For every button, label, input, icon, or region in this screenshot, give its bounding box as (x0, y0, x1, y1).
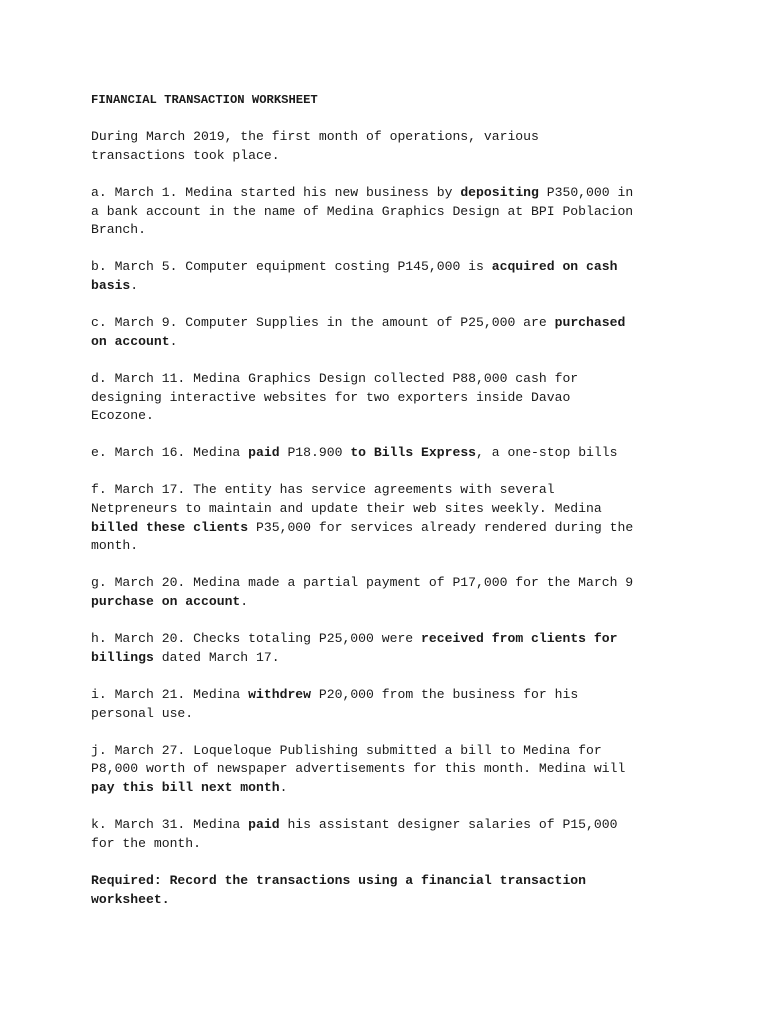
transaction-f (91, 481, 691, 555)
transaction-c-text-1: c. March 9. Computer Supplies in the amount of P25,000 are (91, 315, 555, 331)
document-page (91, 91, 691, 909)
transaction-k (91, 816, 691, 853)
transaction-d-text-1: d. March 11. Medina Graphics Design collected P88,000 cash for designing interactive websites for two exporters inside Davao Ecozone. (91, 370, 579, 424)
transaction-e-bold-1: paid (248, 445, 280, 461)
transaction-j-text-1: j. March 27. Loqueloque Publishing submitted a bill to Medina for P8,000 worth of newspaper advertisements for this month. Medina will (91, 742, 626, 777)
transaction-b-bold-1: acquired on cash basis (91, 259, 618, 293)
transaction-e-text-3: , a one-stop bills (476, 445, 618, 461)
transaction-a-text-1: a. March 1. Medina started his new business by (91, 184, 461, 200)
transaction-f-text-1: f. March 17. The entity has service agreements with several Netpreneurs to maintain and update their web sites weekly. Medina (91, 482, 602, 517)
transaction-h-bold-1: received from clients for billings (91, 631, 618, 665)
transaction-b (91, 258, 691, 295)
transaction-a-text-2: P350,000 in a bank account in the name of Medina Graphics Design at BPI Poblacion Branch. (91, 184, 634, 238)
transaction-g (91, 574, 691, 611)
intro-paragraph: During March 2019, the first month of operations, various transactions took place. (91, 129, 539, 163)
transaction-e-text-2: P18.900 (279, 445, 351, 461)
transaction-c (91, 314, 691, 351)
transaction-e-text-1: e. March 16. Medina (91, 445, 249, 461)
transaction-h-text-2: dated March 17. (153, 649, 280, 665)
transaction-k-bold-1: paid (248, 817, 280, 833)
transaction-i-text-1: i. March 21. Medina (91, 687, 249, 702)
transaction-h (91, 630, 691, 667)
required-instruction: Required: Record the transactions using a financial transaction worksheet. (91, 872, 587, 907)
transaction-i-bold-1: withdrew (248, 687, 312, 702)
transaction-f-text-2: P35,000 for services already rendered during the month. (91, 519, 634, 554)
transaction-a-bold-1: depositing (460, 184, 539, 200)
transaction-i (91, 686, 691, 723)
transaction-f-bold-1: billed these clients (91, 519, 249, 535)
transaction-e (91, 444, 691, 463)
transaction-h-text-1: h. March 20. Checks totaling P25,000 were (91, 631, 422, 647)
transaction-g-text-2: . (240, 594, 249, 610)
transaction-g-text-1: g. March 20. Medina made a partial payment of P17,000 for the March 9 (91, 575, 634, 591)
transaction-g-bold-1: purchase on account (91, 594, 241, 610)
transaction-b-text-1: b. March 5. Computer equipment costing P145,000 is (91, 259, 492, 275)
transaction-j (91, 742, 691, 798)
transaction-i-text-2: P20,000 from the business for his personal use. (91, 687, 579, 721)
transaction-b-text-2: . (130, 277, 139, 293)
document-title: FINANCIAL TRANSACTION WORKSHEET (91, 93, 318, 107)
transaction-c-bold-1: purchased on account (91, 315, 626, 349)
transaction-k-text-1: k. March 31. Medina (91, 817, 249, 833)
transaction-c-text-2: . (169, 333, 178, 349)
transaction-k-text-2: his assistant designer salaries of P15,000 for the month. (91, 817, 618, 851)
transaction-d (91, 370, 691, 426)
transaction-j-text-2: . (279, 779, 288, 795)
transaction-a (91, 184, 691, 240)
transaction-j-bold-1: pay this bill next month (91, 779, 280, 795)
transaction-e-bold-2: to Bills Express (350, 445, 477, 461)
